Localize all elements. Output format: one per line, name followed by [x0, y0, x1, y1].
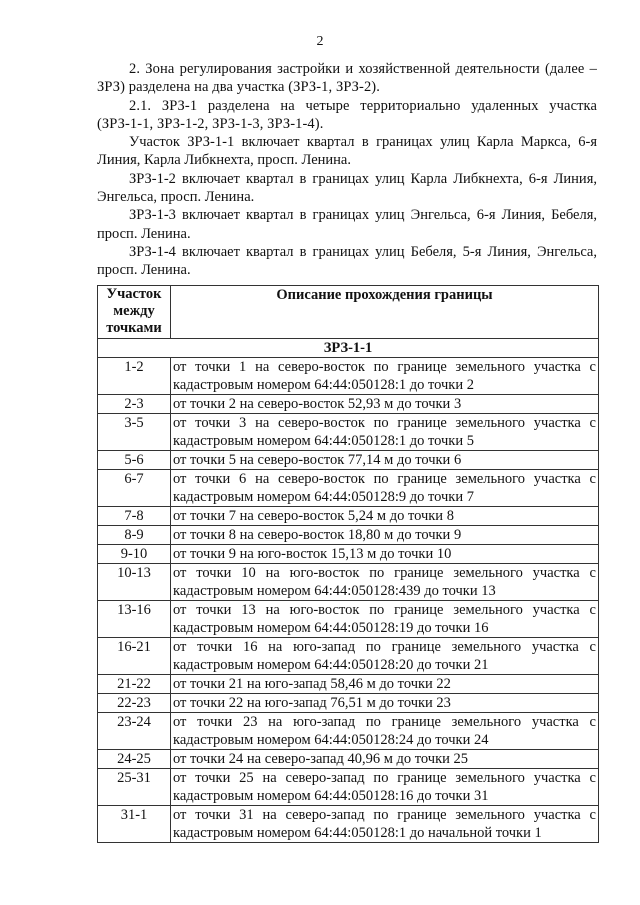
- description-cell: от точки 6 на северо-восток по границе земельного участка с кадастровым номером 64:44:050128:9 до точки 7: [171, 470, 599, 507]
- table-row: [98, 526, 599, 545]
- segment-cell: 3-5: [98, 414, 171, 451]
- header-description: Описание прохождения границы: [171, 286, 599, 339]
- table-row: [98, 694, 599, 713]
- segment-cell: 25-31: [98, 769, 171, 806]
- description-cell: от точки 8 на северо-восток 18,80 м до точки 9: [171, 526, 599, 545]
- table-row: [98, 414, 599, 451]
- description-cell: от точки 24 на северо-запад 40,96 м до точки 25: [171, 750, 599, 769]
- description-cell: от точки 10 на юго-восток по границе земельного участка с кадастровым номером 64:44:050128:439 до точки 13: [171, 564, 599, 601]
- segment-cell: 7-8: [98, 507, 171, 526]
- description-cell: от точки 25 на северо-запад по границе земельного участка с кадастровым номером 64:44:050128:16 до точки 31: [171, 769, 599, 806]
- description-cell: от точки 21 на юго-запад 58,46 м до точки 22: [171, 675, 599, 694]
- intro-paragraph: 2.1. ЗРЗ-1 разделена на четыре территориально удаленных участка (ЗРЗ-1-1, ЗРЗ-1-2, ЗРЗ-1-3, ЗРЗ-1-4).: [97, 97, 597, 132]
- intro-paragraph: ЗРЗ-1-3 включает квартал в границах улиц Энгельса, 6-я Линия, Бебеля, просп. Ленина.: [97, 207, 597, 242]
- intro-paragraph: ЗРЗ-1-2 включает квартал в границах улиц Карла Либкнехта, 6-я Линия, Энгельса, просп. Ленина.: [97, 170, 597, 206]
- description-cell: от точки 23 на юго-запад по границе земельного участка с кадастровым номером 64:44:050128:24 до точки 24: [171, 713, 599, 750]
- table-row: [98, 806, 599, 843]
- segment-cell: 1-2: [98, 358, 171, 395]
- description-cell: от точки 9 на юго-восток 15,13 м до точки 10: [171, 545, 599, 564]
- description-cell: от точки 3 на северо-восток по границе земельного участка с кадастровым номером 64:44:050128:1 до точки 5: [171, 414, 599, 451]
- description-cell: от точки 16 на юго-запад по границе земельного участка с кадастровым номером 64:44:050128:20 до точки 21: [171, 638, 599, 675]
- segment-cell: 8-9: [98, 526, 171, 545]
- segment-cell: 6-7: [98, 470, 171, 507]
- segment-cell: 9-10: [98, 545, 171, 564]
- intro-paragraph: Участок ЗРЗ-1-1 включает квартал в границах улиц Карла Маркса, 6-я Линия, Карла Либкнехта, просп. Ленина.: [97, 134, 597, 169]
- description-cell: от точки 22 на юго-запад 76,51 м до точки 23: [171, 694, 599, 713]
- header-segment: Участок между точками: [98, 286, 171, 339]
- segment-cell: 31-1: [98, 806, 171, 843]
- segment-cell: 2-3: [98, 395, 171, 414]
- table-row: [98, 451, 599, 470]
- boundary-table: [97, 285, 599, 843]
- table-row: [98, 395, 599, 414]
- segment-cell: 5-6: [98, 451, 171, 470]
- zone-label: ЗРЗ-1-1: [98, 339, 599, 358]
- description-cell: от точки 1 на северо-восток по границе земельного участка с кадастровым номером 64:44:050128:1 до точки 2: [171, 358, 599, 395]
- description-cell: от точки 7 на северо-восток 5,24 м до точки 8: [171, 507, 599, 526]
- segment-cell: 21-22: [98, 675, 171, 694]
- description-cell: от точки 5 на северо-восток 77,14 м до точки 6: [171, 451, 599, 470]
- table-row: [98, 545, 599, 564]
- intro-text: [97, 60, 597, 280]
- segment-cell: 24-25: [98, 750, 171, 769]
- description-cell: от точки 13 на юго-восток по границе земельного участка с кадастровым номером 64:44:050128:19 до точки 16: [171, 601, 599, 638]
- segment-cell: 13-16: [98, 601, 171, 638]
- segment-cell: 22-23: [98, 694, 171, 713]
- table-row: [98, 713, 599, 750]
- table-row: [98, 564, 599, 601]
- segment-cell: 10-13: [98, 564, 171, 601]
- page-number: 2: [316, 34, 324, 49]
- table-row: [98, 769, 599, 806]
- segment-cell: 23-24: [98, 713, 171, 750]
- table-row: [98, 601, 599, 638]
- description-cell: от точки 2 на северо-восток 52,93 м до точки 3: [171, 395, 599, 414]
- description-cell: от точки 31 на северо-запад по границе земельного участка с кадастровым номером 64:44:050128:1 до начальной точки 1: [171, 806, 599, 843]
- table-row: [98, 675, 599, 694]
- intro-paragraph: ЗРЗ-1-4 включает квартал в границах улиц Бебеля, 5-я Линия, Энгельса, просп. Ленина.: [97, 243, 597, 279]
- table-row: [98, 358, 599, 395]
- table-row: [98, 750, 599, 769]
- table-row: [98, 507, 599, 526]
- table-row: [98, 470, 599, 507]
- zone-label-row: [98, 339, 599, 358]
- segment-cell: 16-21: [98, 638, 171, 675]
- table-row: [98, 638, 599, 675]
- intro-paragraph: 2. Зона регулирования застройки и хозяйственной деятельности (далее – ЗРЗ) разделена на два участка (ЗРЗ-1, ЗРЗ-2).: [97, 61, 597, 96]
